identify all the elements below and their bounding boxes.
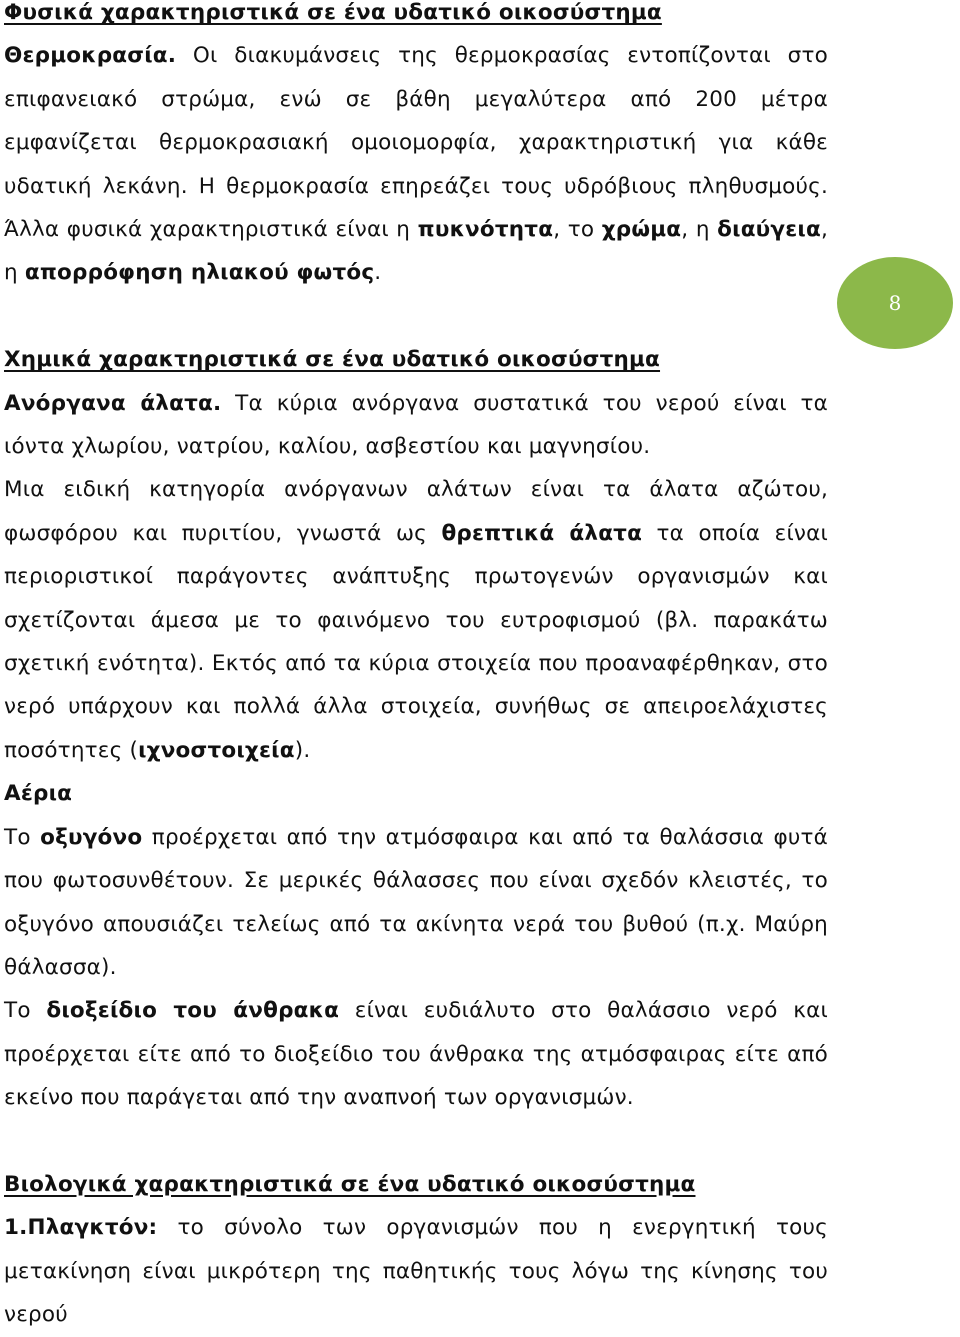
density-term: πυκνότητα [417,217,554,243]
page-number-badge [837,257,953,349]
page-number: 8 [888,291,902,315]
nutrients-term: θρεπτικά άλατα [441,520,643,546]
sentence-end: . [374,260,382,286]
oxygen-term: οξυγόνο [40,824,143,850]
spacer [4,295,828,338]
oxygen-paragraph [4,816,828,990]
oxygen-prefix: Το [4,824,41,850]
salts-label: Ανόργανα άλατα. [4,390,222,416]
co2-text: είναι ευδιάλυτο στο θαλάσσιο νερό και προέρχεται είτε από το διοξείδιο του άνθρακα της ατμόσφαιρας είτε από εκείνο που παράγεται από την αναπνοή των οργανισμών. [4,998,828,1111]
temperature-label: Θερμοκρασία. [4,43,177,69]
trace-end: ). [294,737,311,763]
salts-text: Τα κύρια ανόργανα συστατικά του νερού είναι τα ιόντα χλωρίου, νατρίου, καλίου, ασβεστίου και μαγνησίου. [4,390,828,460]
absorption-term: απορρόφηση ηλιακού φωτός [24,260,375,286]
clarity-term: διαύγεια [717,217,821,243]
co2-term: διοξείδιο του άνθρακα [46,998,340,1024]
separator: , το [553,217,602,243]
plankton-text: το σύνολο των οργανισμών που η ενεργητική τους μετακίνηση είναι μικρότερη της παθητικής τους λόγω της κίνησης του νερού [4,1215,828,1328]
biological-heading: Βιολογικά χαρακτηριστικά σε ένα υδατικό οικοσύστημα [4,1171,696,1197]
document-body [4,0,828,1337]
separator: , η [681,217,718,243]
trace-elements-term: ιχνοστοιχεία [138,737,295,763]
co2-prefix: Το [4,998,47,1024]
physical-heading: Φυσικά χαρακτηριστικά σε ένα υδατικό οικοσύστημα [4,0,662,25]
co2-paragraph [4,989,828,1119]
color-term: χρώμα [601,217,682,243]
nutrients-text-start: Μια ειδική κατηγορία ανόργανων αλάτων είναι τα άλατα αζώτου, φωσφόρου και πυριτίου, γνωστά ως [4,477,828,546]
separator: , η [4,217,829,286]
spacer [4,1120,828,1163]
temperature-text: Οι διακυμάνσεις της θερμοκρασίας εντοπίζονται στο επιφανειακό στρώμα, ενώ σε βάθη μεγαλύτερα από 200 μέτρα εμφανίζεται θερμοκρασιακή ομοιομορφία, χαρακτηριστική για κάθε υδατική λεκάνη. Η θερμοκρασία επηρεάζει τους υδρόβιους πληθυσμούς. Άλλα φυσικά χαρακτηριστικά είναι η [4,43,828,243]
plankton-paragraph [4,1206,828,1336]
gases-heading: Αέρια [4,781,73,807]
temperature-paragraph [4,34,828,294]
plankton-label: 1.Πλαγκτόν: [4,1215,158,1241]
nutrients-text-rest: τα οποία είναι περιοριστικοί παράγοντες ανάπτυξης πρωτογενών οργανισμών και σχετίζονται άμεσα με το φαινόμενο του ευτροφισμού (βλ. παρακάτω σχετική ενότητα). Εκτός από τα κύρια στοιχεία που προαναφέρθηκαν, στο νερό υπάρχουν και πολλά άλλα στοιχεία, συνήθως σε απειροελάχιστες ποσότητες ( [4,520,828,763]
salts-paragraph [4,382,828,469]
oxygen-text: προέρχεται από την ατμόσφαιρα και από τα θαλάσσια φυτά που φωτοσυνθέτουν. Σε μερικές θάλασσες που είναι σχεδόν κλειστές, το οξυγόνο απουσιάζει τελείως από τα ακίνητα νερά του βυθού (π.χ. Μαύρη θάλασσα). [4,824,828,980]
nutrients-paragraph [4,468,828,772]
chemical-heading: Χημικά χαρακτηριστικά σε ένα υδατικό οικοσύστημα [4,347,661,373]
